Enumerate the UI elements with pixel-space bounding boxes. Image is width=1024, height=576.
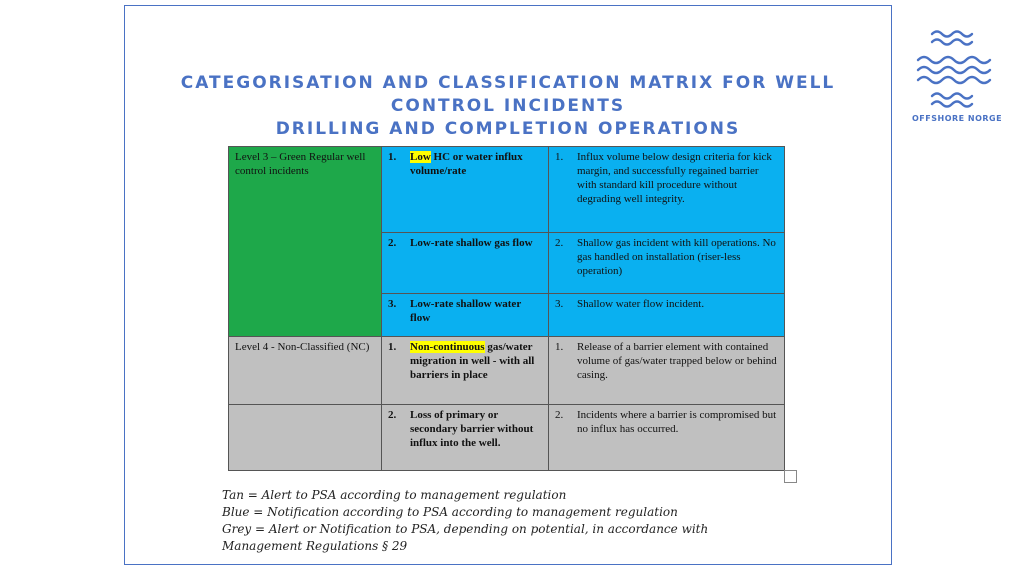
title-line-2: CONTROL INCIDENTS [390,96,626,116]
description-text: Influx volume below design criteria for kick margin, and successfully regained barrier with standard kill procedure without degrading well integrity. [577,151,772,205]
legend-grey-continued: Management Regulations § 29 [222,539,408,553]
waves-icon [912,26,996,110]
incident-text [410,340,542,382]
incident-cell [382,337,549,405]
description-text: Shallow gas incident with kill operations. No gas handled on installation (riser-less operation) [577,237,776,277]
table-row [229,405,785,471]
incident-text: Low-rate shallow gas flow [410,237,533,249]
description-cell [549,405,785,471]
incident-cell [382,294,549,337]
description-text: Incidents where a barrier is compromised but no influx has occurred. [577,409,777,435]
logo-text: OFFSHORE NORGE [912,114,1003,123]
item-number: 1. [388,341,397,353]
incident-text: Loss of primary or secondary barrier without influx into the well. [410,409,534,449]
incident-text [410,150,542,178]
level-4-label: Level 4 - Non-Classified (NC) [235,341,370,353]
title-line-1: CATEGORISATION AND CLASSIFICATION MATRIX FOR WELL [180,73,836,93]
incident-rest: gas/water migration in well - with all barriers in place [410,341,535,381]
item-number: 2. [555,237,564,249]
description-cell [549,337,785,405]
incident-cell [382,233,549,294]
item-number: 2. [555,409,564,421]
item-number: 2. [388,237,397,249]
description-cell [549,147,785,233]
incident-text: Low-rate shallow water flow [410,298,521,324]
description-text: Shallow water flow incident. [577,298,705,310]
level-4-empty-cell [229,405,382,471]
description-text: Release of a barrier element with contained volume of gas/water trapped below or behind casing. [577,341,777,381]
item-number: 1. [555,341,564,353]
incident-cell [382,147,549,233]
title-line-3: DRILLING AND COMPLETION OPERATIONS [275,119,741,139]
level-3-label: Level 3 – Green Regular well control incidents [235,151,366,177]
resize-handle[interactable] [784,470,797,483]
classification-matrix [228,146,785,471]
incident-cell [382,405,549,471]
incident-rest: HC or water influx volume/rate [410,151,523,177]
level-3-cell [229,147,382,337]
item-number: 1. [388,151,397,163]
legend-blue: Blue = Notification according to PSA according to management regulation [222,505,678,519]
description-cell [549,233,785,294]
legend-tan: Tan = Alert to PSA according to management regulation [222,488,567,502]
legend-grey: Grey = Alert or Notification to PSA, depending on potential, in accordance with [222,522,709,536]
level-4-cell [229,337,382,405]
description-cell [549,294,785,337]
page-title [124,72,892,141]
item-number: 3. [388,298,397,310]
table-row [229,147,785,233]
item-number: 2. [388,409,397,421]
offshore-norge-logo [912,26,1003,126]
item-number: 3. [555,298,564,310]
highlight-text: Non-continuous [410,341,485,353]
legend [222,487,842,555]
item-number: 1. [555,151,564,163]
table-row [229,337,785,405]
highlight-text: Low [410,151,431,163]
